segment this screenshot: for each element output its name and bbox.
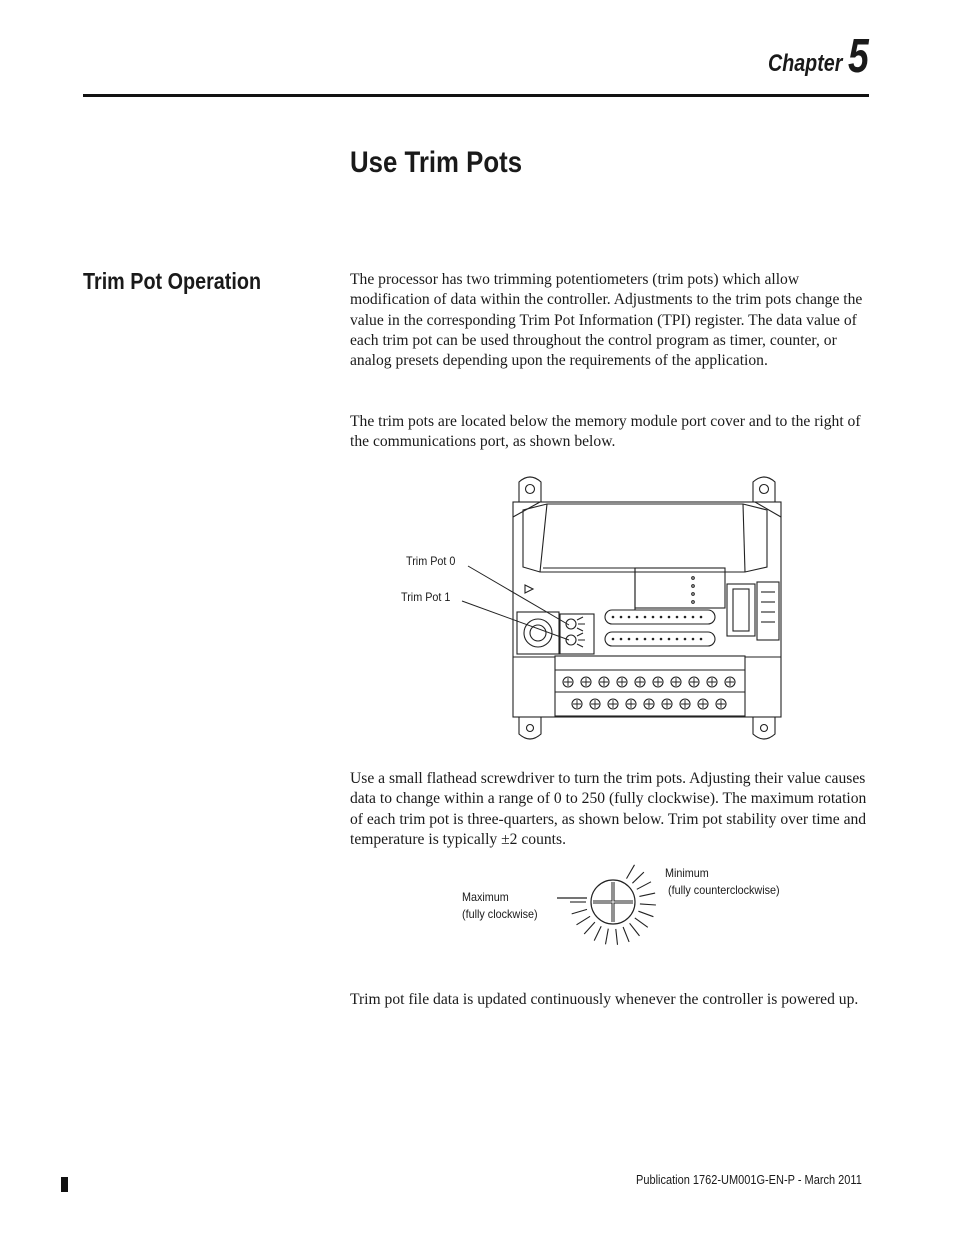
- trim-pot-0-label: Trim Pot 0: [406, 554, 456, 568]
- minimum-label: Minimum (fully counterclockwise): [665, 866, 780, 897]
- dial-ray: [639, 893, 655, 896]
- dial-ray: [572, 909, 587, 914]
- dial-ray: [594, 926, 601, 940]
- dial-ray: [623, 927, 629, 942]
- footer-marker: [61, 1177, 68, 1192]
- dial-ray: [627, 865, 635, 879]
- dial-ray: [635, 918, 648, 927]
- trim-pot-1-label: Trim Pot 1: [401, 590, 451, 604]
- body-paragraph-4: Trim pot file data is updated continuously whenever the controller is powered up.: [350, 991, 859, 1008]
- body-paragraph-2: The trim pots are located below the memory module port cover and to the right of the communications port, as shown below.: [350, 413, 861, 451]
- dial-ray: [577, 916, 591, 925]
- dial-ray: [616, 929, 618, 945]
- maximum-label: Maximum (fully clockwise): [462, 890, 538, 921]
- dial-ray: [630, 923, 640, 936]
- body-paragraph-3: Use a small flathead screwdriver to turn the trim pots. Adjusting their value causes data to change within a range of 0 to 250 (fully clockwise). The maximum rotation of each trim pot is three-quarters, as shown below. Trim pot stability over time and temperature is typically ±2 counts.: [350, 770, 867, 848]
- dial-ray: [606, 929, 609, 945]
- footer-publication: Publication 1762-UM001G-EN-P - March 2011: [636, 1173, 862, 1187]
- chapter-label: Chapter: [768, 50, 843, 77]
- dial-ray: [584, 922, 595, 934]
- dial-ray: [637, 882, 651, 890]
- section-heading: Trim Pot Operation: [83, 268, 262, 294]
- dial-ray: [640, 904, 656, 905]
- dial-ray: [632, 872, 644, 883]
- dial-ray: [638, 911, 653, 917]
- chapter-number: 5: [848, 30, 869, 83]
- page-title: Use Trim Pots: [350, 146, 523, 179]
- body-paragraph-1: The processor has two trimming potentiometers (trim pots) which allow modification of data within the controller. Adjustments to the trim pots change the value in the corresponding Trim Pot Information (TPI) register. The data value of each trim pot can be used throughout the control program as timer, counter, or analog presets depending upon the requirements of the application.: [350, 271, 863, 370]
